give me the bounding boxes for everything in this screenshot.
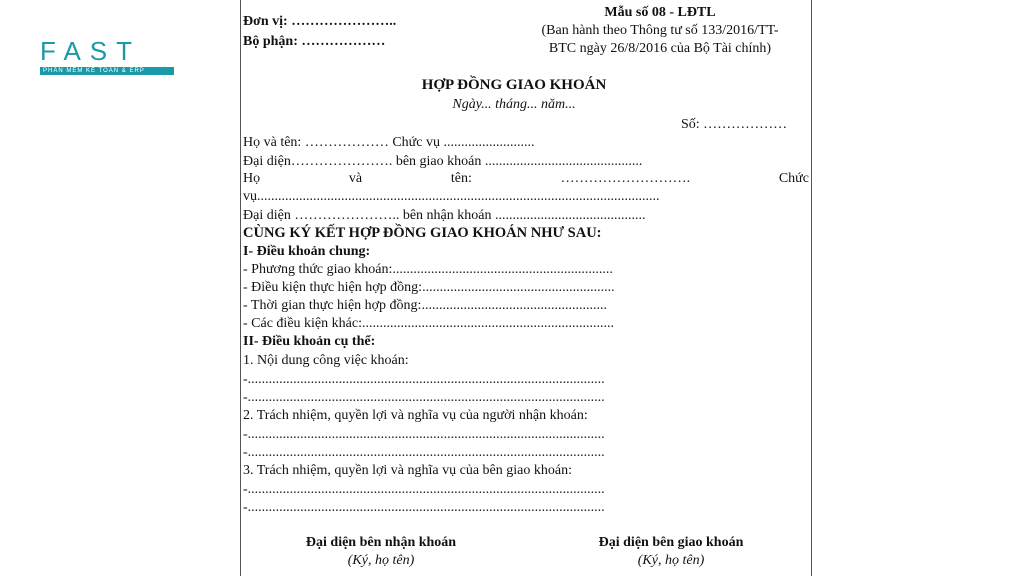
giver-signature-block xyxy=(551,534,791,570)
name-dots: ………………………. xyxy=(560,171,691,186)
name-position-line: Họ và tên: ……………… Chức vụ .......................... xyxy=(243,135,535,150)
issued-line-1: (Ban hành theo Thông tư số 133/2016/TT- xyxy=(541,23,779,38)
sec1-item: - Điều kiện thực hiện hợp đồng:....................................................... xyxy=(243,280,615,295)
giver-signature-title: Đại diện bên giao khoán xyxy=(598,535,744,550)
section-2-title: II- Điều khoản cụ thể: xyxy=(243,334,376,349)
word-va: và xyxy=(348,171,363,186)
document-page xyxy=(240,0,812,576)
dept-line: Bộ phận: ……………… xyxy=(243,34,386,49)
dots-line: -...................................................................................................... xyxy=(243,390,605,405)
giver-rep-line: Đại diện…………………. bên giao khoán ............................................. xyxy=(243,154,643,169)
logo-tagline: PHẦN MỀM KẾ TOÁN & ERP xyxy=(40,67,174,75)
receiver-signature-title: Đại diện bên nhận khoán xyxy=(305,535,457,550)
dots-line: -...................................................................................................... xyxy=(243,482,605,497)
section-1-title: I- Điều khoản chung: xyxy=(243,244,371,259)
word-chuc: Chức xyxy=(778,171,809,186)
fast-logo xyxy=(40,38,180,75)
name-line-justified xyxy=(243,170,809,187)
receiver-rep-line: Đại diện ………………….. bên nhận khoán ........................................... xyxy=(243,208,646,223)
sec1-item: - Thời gian thực hiện hợp đồng:..................................................... xyxy=(243,298,607,313)
form-header xyxy=(515,4,805,58)
dots-line: -...................................................................................................... xyxy=(243,372,605,387)
position-dots-line: vụ................................................................................................................... xyxy=(243,189,660,204)
sec2-point-3: 3. Trách nhiệm, quyền lợi và nghĩa vụ của bên giao khoán: xyxy=(243,463,572,478)
word-ho: Họ xyxy=(243,171,261,186)
document-title: HỢP ĐỒNG GIAO KHOÁN xyxy=(421,77,607,93)
agreement-heading: CÙNG KÝ KẾT HỢP ĐỒNG GIAO KHOÁN NHƯ SAU: xyxy=(243,225,602,241)
form-number: Mẫu số 08 - LĐTL xyxy=(604,5,716,20)
receiver-signature-note: (Ký, họ tên) xyxy=(347,553,415,568)
number-line: Số: ……………… xyxy=(681,117,788,132)
unit-line: Đơn vị: ………………….. xyxy=(243,14,397,29)
logo-word: FAST xyxy=(40,36,142,66)
receiver-signature-block xyxy=(261,534,501,570)
sec1-item: - Phương thức giao khoán:............................................................... xyxy=(243,262,613,277)
dots-line: -...................................................................................................... xyxy=(243,427,605,442)
dots-line: -...................................................................................................... xyxy=(243,445,605,460)
dots-line: -...................................................................................................... xyxy=(243,500,605,515)
word-ten: tên: xyxy=(450,171,472,186)
sec2-point-2: 2. Trách nhiệm, quyền lợi và nghĩa vụ của người nhận khoán: xyxy=(243,408,588,423)
sec1-item: - Các điều kiện khác:........................................................................ xyxy=(243,316,614,331)
date-line: Ngày... tháng... năm... xyxy=(452,97,576,112)
issued-line-2: BTC ngày 26/8/2016 của Bộ Tài chính) xyxy=(548,41,772,56)
giver-signature-note: (Ký, họ tên) xyxy=(637,553,705,568)
sec2-point-1: 1. Nội dung công việc khoán: xyxy=(243,353,409,368)
